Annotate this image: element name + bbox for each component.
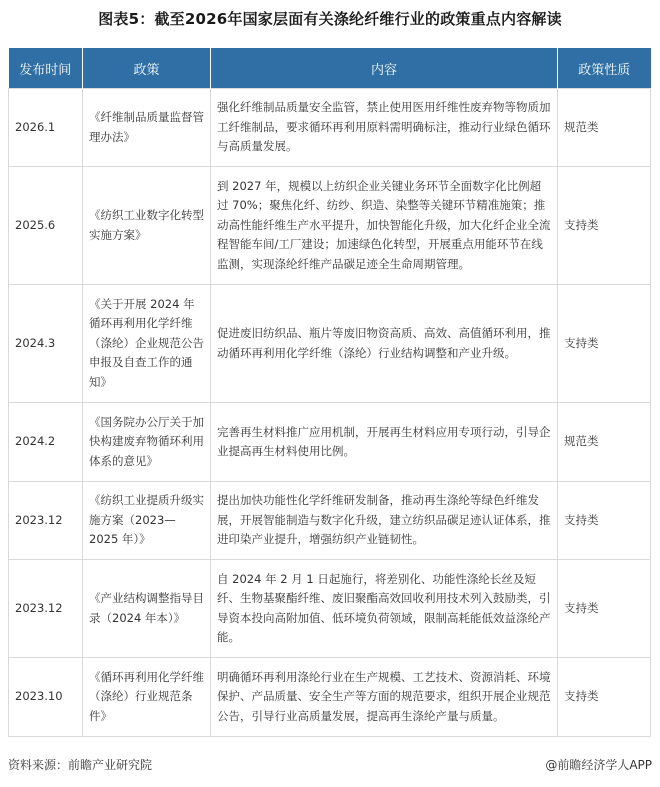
table-row: [9, 560, 651, 658]
cell-policy: 《纺织工业提质升级实施方案（2023—2025 年）》: [83, 482, 211, 560]
cell-policy: 《纤维制品质量监督管理办法》: [83, 89, 211, 167]
cell-content: 明确循环再利用涤纶行业在生产规模、工艺技术、资源消耗、环境保护、产品质量、安全生产等方面的规范要求，组织开展企业规范公告，引导行业高质量发展，提高再生涤纶产量与质量。: [211, 658, 558, 737]
cell-policy: 《关于开展 2024 年循环再利用化学纤维（涤纶）企业规范公告申报及自查工作的通知》: [83, 285, 211, 403]
cell-nature: 支持类: [558, 482, 651, 560]
header-policy: 政策: [83, 48, 211, 89]
cell-date: 2025.6: [9, 167, 83, 285]
cell-nature: 规范类: [558, 89, 651, 167]
brand-credit: @前瞻经济学人APP: [545, 758, 652, 772]
source-note: 资料来源：前瞻产业研究院: [8, 758, 153, 772]
table-header-row: [9, 48, 651, 89]
cell-nature: 支持类: [558, 658, 651, 737]
table-row: [9, 285, 651, 403]
cell-policy: 《循环再利用化学纤维（涤纶）行业规范条件》: [83, 658, 211, 737]
table-row: [9, 658, 651, 737]
cell-content: 提出加快功能性化学纤维研发制备，推动再生涤纶等绿色纤维发展，开展智能制造与数字化升级，建立纺织品碳足迹认证体系，推进印染产业提升，增强纺织产业链韧性。: [211, 482, 558, 560]
table-row: [9, 167, 651, 285]
cell-nature: 支持类: [558, 285, 651, 403]
cell-date: 2023.10: [9, 658, 83, 737]
policy-table: [8, 48, 651, 737]
cell-policy: 《国务院办公厅关于加快构建废弃物循环利用体系的意见》: [83, 403, 211, 482]
cell-content: 完善再生材料推广应用机制，开展再生材料应用专项行动，引导企业提高再生材料使用比例。: [211, 403, 558, 482]
cell-date: 2023.12: [9, 482, 83, 560]
cell-content: 到 2027 年，规模以上纺织企业关键业务环节全面数字化比例超过 70%；聚焦化纤、纺纱、织造、染整等关键环节精准施策；推动高性能纤维生产水平提升，加快智能化升级，加大化纤企业全流程智能车间/工厂建设；加速绿色化转型，开展重点用能环节在线监测，实现涤纶纤维产品碳足迹全生命周期管理。: [211, 167, 558, 285]
cell-content: 自 2024 年 2 月 1 日起施行，将差别化、功能性涤纶长丝及短纤、生物基聚酯纤维、废旧聚酯高效回收利用技术列入鼓励类，引导资本投向高附加值、低环境负荷领域，限制高耗能低效益涤纶产能。: [211, 560, 558, 658]
cell-content: 促进废旧纺织品、瓶片等废旧物资高质、高效、高值循环利用，推动循环再利用化学纤维（涤纶）行业结构调整和产业升级。: [211, 285, 558, 403]
cell-nature: 支持类: [558, 560, 651, 658]
table-row: [9, 482, 651, 560]
cell-nature: 规范类: [558, 403, 651, 482]
cell-date: 2023.12: [9, 560, 83, 658]
cell-date: 2024.3: [9, 285, 83, 403]
cell-policy: 《纺织工业数字化转型实施方案》: [83, 167, 211, 285]
cell-nature: 支持类: [558, 167, 651, 285]
cell-date: 2024.2: [9, 403, 83, 482]
header-content: 内容: [211, 48, 558, 89]
chart-title: 图表5：截至2026年国家层面有关涤纶纤维行业的政策重点内容解读: [98, 10, 562, 28]
table-row: [9, 403, 651, 482]
table-row: [9, 89, 651, 167]
header-nature: 政策性质: [558, 48, 651, 89]
header-date: 发布时间: [9, 48, 83, 89]
cell-content: 强化纤维制品质量安全监管，禁止使用医用纤维性废弃物等物质加工纤维制品，要求循环再利用原料需明确标注，推动行业绿色循环与高质量发展。: [211, 89, 558, 167]
cell-date: 2026.1: [9, 89, 83, 167]
cell-policy: 《产业结构调整指导目录（2024 年本）》: [83, 560, 211, 658]
